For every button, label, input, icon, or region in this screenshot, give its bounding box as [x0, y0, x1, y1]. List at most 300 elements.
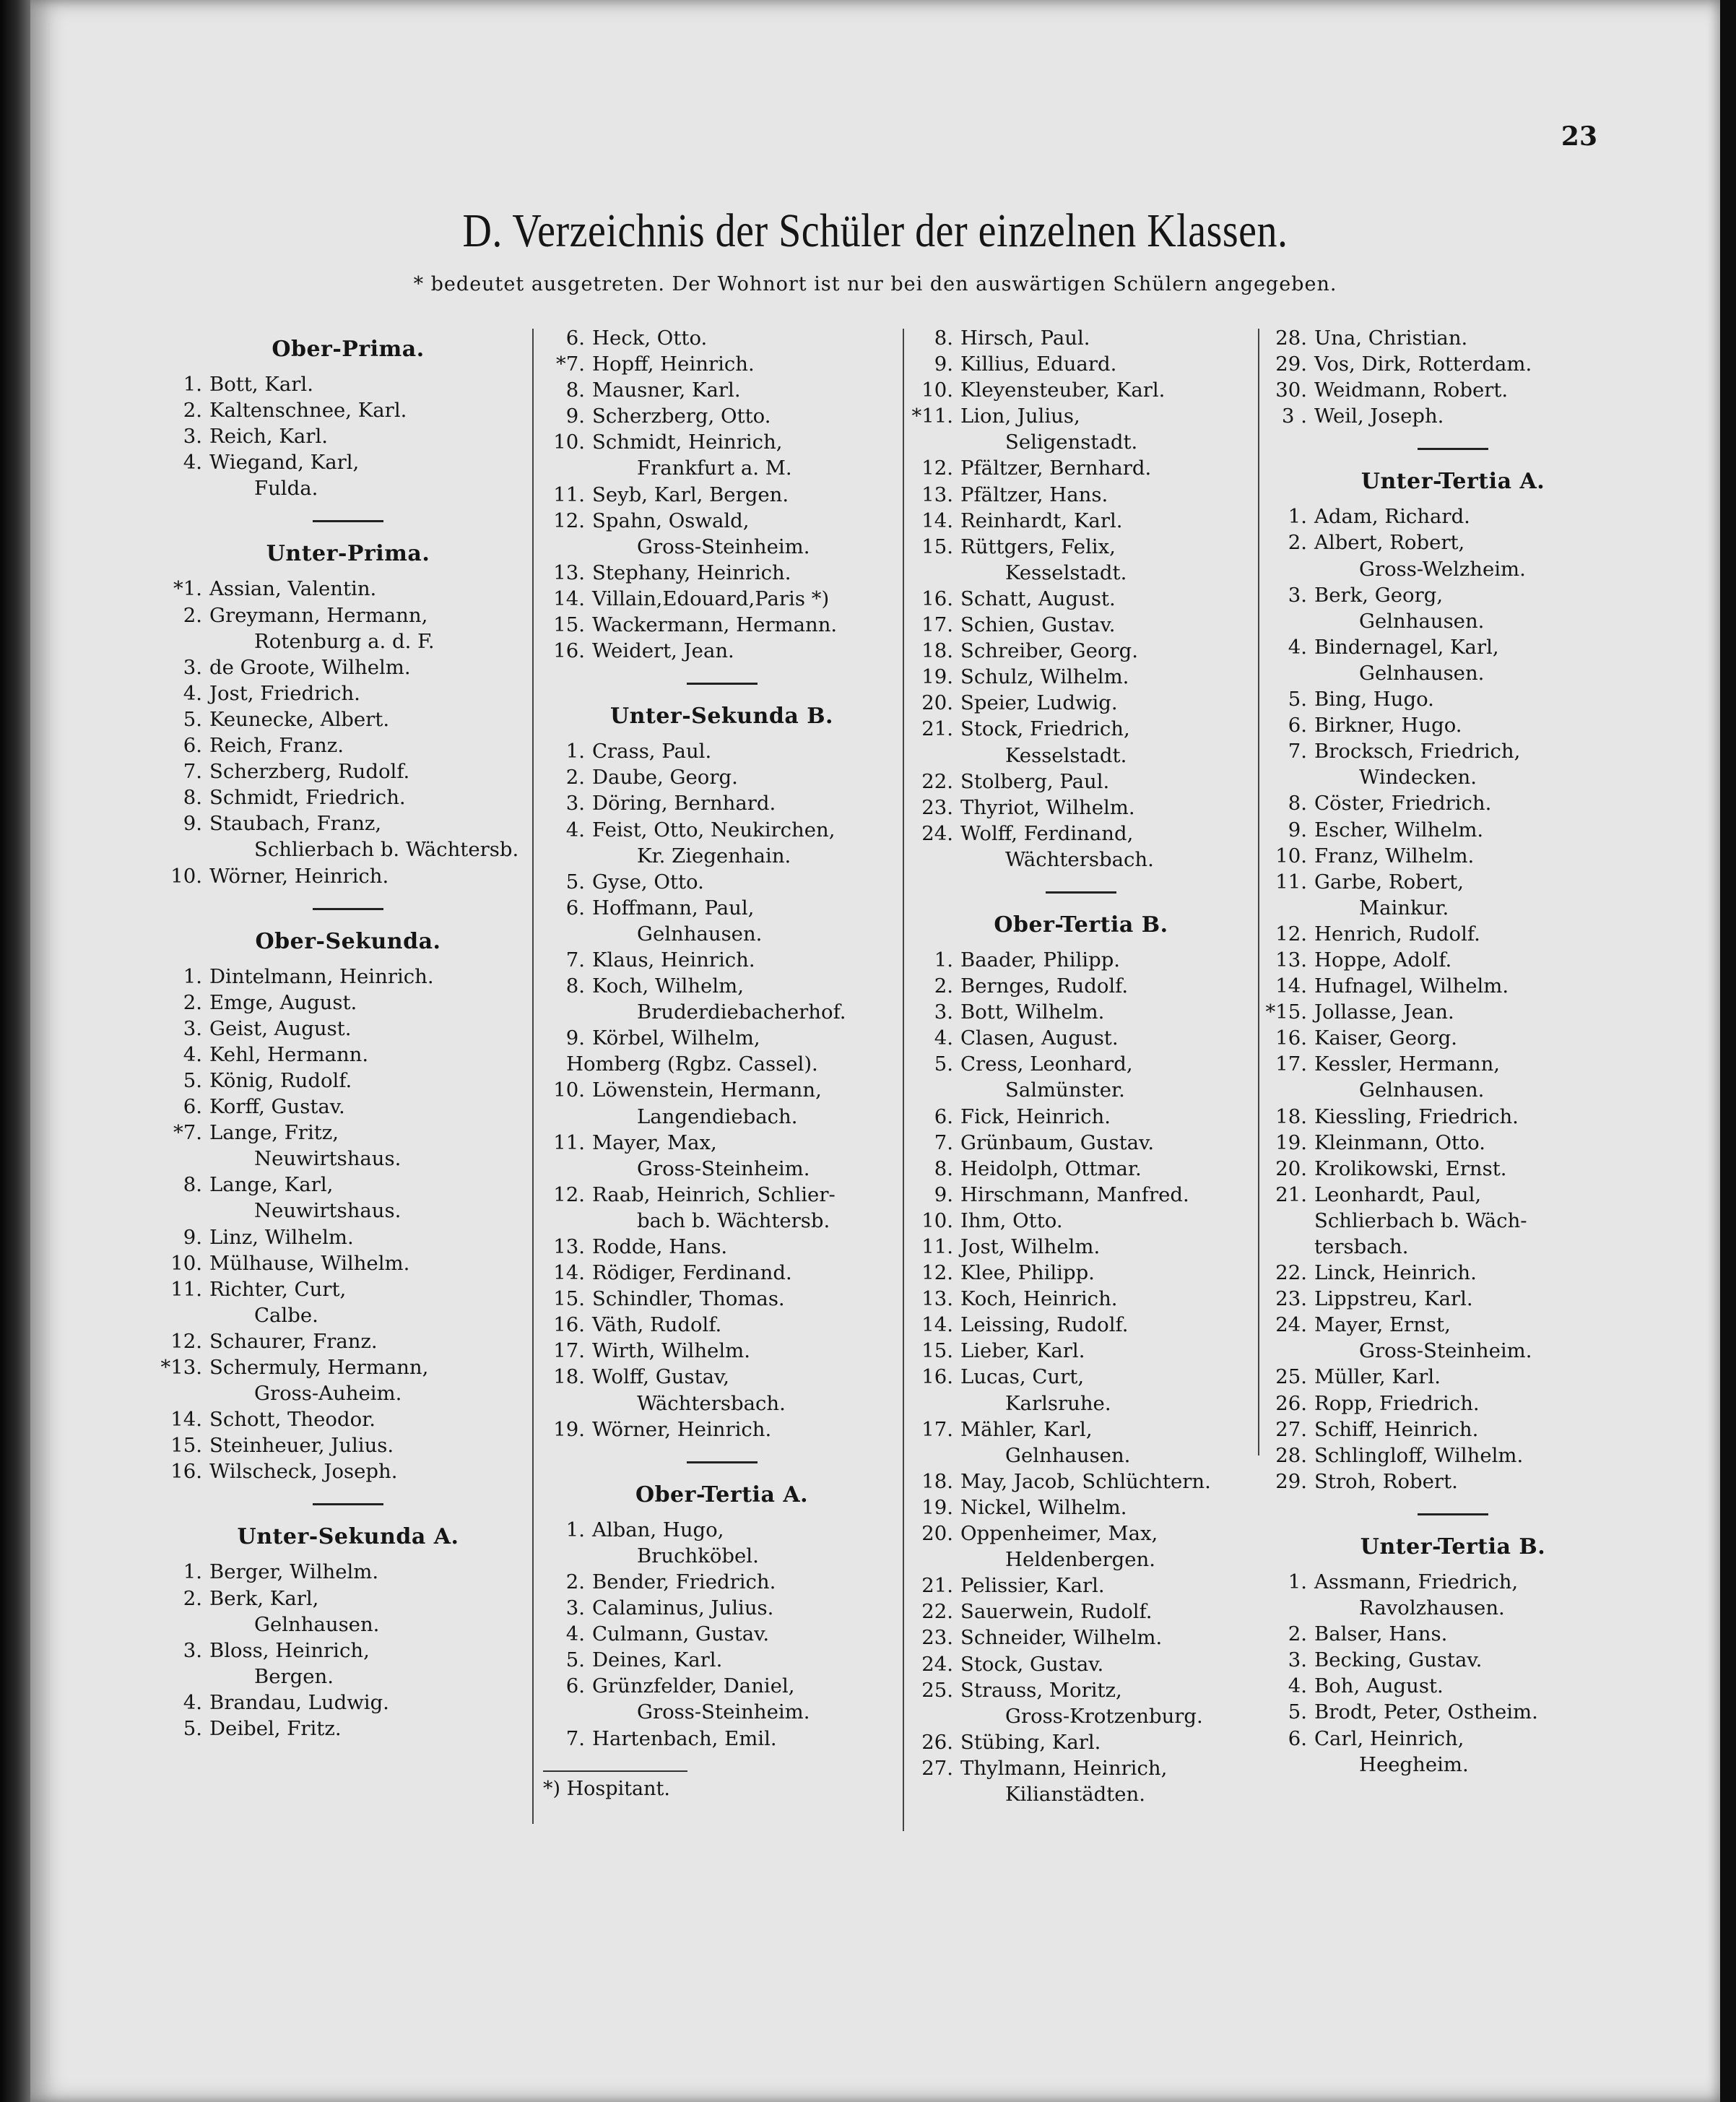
student-entry — [911, 1599, 1251, 1625]
student-name: Hopff, Heinrich. — [592, 353, 755, 376]
student-entry — [543, 1621, 900, 1647]
student-number: 27. — [921, 1756, 953, 1780]
student-entry — [1265, 377, 1641, 403]
student-number: 13. — [921, 1287, 953, 1311]
student-number: 5. — [183, 1068, 202, 1092]
student-entry — [543, 1130, 900, 1156]
student-residence: Frankfurt a. M. — [637, 457, 792, 480]
student-entry — [1265, 325, 1641, 351]
section-separator — [687, 1461, 758, 1463]
student-number: 15. — [553, 1287, 585, 1311]
student-residence: bach b. Wächtersb. — [637, 1208, 830, 1232]
student-name: Mausner, Karl. — [592, 379, 741, 402]
student-number: 2. — [183, 603, 202, 627]
student-entry — [543, 482, 900, 508]
page-number: 23 — [1561, 121, 1597, 152]
student-number: 24. — [921, 1652, 953, 1676]
student-number: 23. — [921, 1626, 953, 1650]
student-name: Cöster, Friedrich. — [1314, 792, 1492, 816]
student-name: Una, Christian. — [1314, 326, 1468, 350]
student-name: Keunecke, Albert. — [209, 707, 390, 731]
student-name: Stock, Friedrich, — [960, 717, 1130, 741]
student-entry — [911, 999, 1251, 1025]
student-number: 16. — [553, 639, 585, 663]
student-entry — [1265, 973, 1641, 999]
student-entry — [160, 1172, 536, 1198]
student-number: 8. — [934, 326, 953, 350]
student-name: Alban, Hugo, — [592, 1518, 724, 1541]
student-name: Bing, Hugo. — [1314, 688, 1434, 712]
student-name: Korff, Gustav. — [209, 1095, 345, 1119]
student-name: Kleyensteuber, Karl. — [960, 379, 1166, 402]
student-name: Linz, Wilhelm. — [209, 1225, 354, 1249]
student-entry — [911, 1156, 1251, 1182]
page-title: D. Verzeichnis der Schüler der einzelnen Klassen. — [462, 204, 1288, 258]
student-name: Reinhardt, Karl. — [960, 509, 1123, 532]
student-number: 5. — [565, 870, 585, 894]
student-name: Krolikowski, Ernst. — [1314, 1156, 1507, 1180]
student-entry — [911, 1469, 1251, 1495]
student-entry — [1265, 351, 1641, 377]
section-separator — [687, 683, 758, 685]
student-name: Wörner, Heinrich. — [592, 1417, 772, 1441]
student-entry — [1265, 582, 1641, 608]
student-entry — [160, 576, 536, 602]
student-name: Sauerwein, Rudolf. — [960, 1600, 1153, 1624]
student-name: Schien, Gustav. — [960, 613, 1116, 637]
student-name: Lucas, Curt, — [960, 1365, 1085, 1389]
document-page — [30, 0, 1720, 2102]
student-number: 6. — [934, 1104, 953, 1128]
student-entry — [543, 508, 900, 534]
student-name: Schindler, Thomas. — [592, 1287, 785, 1311]
student-entry — [160, 1094, 536, 1120]
student-number: 6. — [1288, 1726, 1307, 1750]
student-entry — [543, 1260, 900, 1286]
footnote: *) Hospitant. — [543, 1770, 687, 1802]
student-name: Rödiger, Ferdinand. — [592, 1261, 792, 1285]
student-entry — [911, 973, 1251, 999]
student-number: 3. — [183, 1016, 202, 1040]
student-name: Hartenbach, Emil. — [592, 1726, 777, 1750]
student-entry — [543, 1338, 900, 1364]
student-name: Hoffmann, Paul, — [592, 896, 755, 920]
student-number: 5. — [565, 1648, 585, 1672]
student-name: Klee, Philipp. — [960, 1261, 1095, 1285]
student-number: 4. — [565, 1622, 585, 1646]
student-number: 10. — [1275, 844, 1307, 868]
student-name: Lippstreu, Karl. — [1314, 1287, 1473, 1311]
student-name: Koch, Heinrich. — [960, 1287, 1118, 1311]
student-number: 17. — [553, 1339, 585, 1363]
student-entry — [543, 790, 900, 816]
student-number: 21. — [1275, 1182, 1307, 1206]
student-entry — [543, 1647, 900, 1673]
student-residence: Gelnhausen. — [254, 1612, 380, 1636]
student-residence: Schlierbach b. Wäch- — [1314, 1208, 1527, 1232]
student-entry — [543, 612, 900, 638]
student-number: 2. — [183, 1586, 202, 1610]
student-number: 21. — [921, 717, 953, 741]
student-name: Ropp, Friedrich. — [1314, 1391, 1480, 1415]
class-heading: Unter-Sekunda A. — [237, 1524, 459, 1550]
student-name: Calaminus, Julius. — [592, 1596, 774, 1620]
student-entry — [1265, 503, 1641, 529]
student-name: Döring, Bernhard. — [592, 792, 776, 816]
student-residence: Kesselstadt. — [1005, 561, 1127, 584]
student-number: 2. — [183, 399, 202, 423]
student-number: 9. — [183, 1225, 202, 1249]
student-number: 10. — [921, 1208, 953, 1232]
section-separator — [313, 908, 383, 910]
student-name: Deines, Karl. — [592, 1648, 723, 1672]
student-residence: Kilianstädten. — [1005, 1782, 1145, 1806]
student-entry — [1265, 999, 1641, 1025]
student-name: Mayer, Ernst, — [1314, 1313, 1451, 1337]
student-number: 14. — [921, 509, 953, 532]
student-number: 1. — [1288, 1570, 1307, 1593]
student-residence: Gelnhausen. — [1359, 609, 1485, 633]
student-name: Heck, Otto. — [592, 326, 708, 350]
student-residence: Gross-Auheim. — [254, 1382, 402, 1406]
student-name: Staubach, Franz, — [209, 812, 382, 836]
student-residence: Salmünster. — [1005, 1078, 1125, 1102]
student-entry — [1265, 1130, 1641, 1156]
student-entry — [1265, 1390, 1641, 1417]
student-name: Schaurer, Franz. — [209, 1329, 378, 1353]
student-entry — [911, 482, 1251, 508]
student-name: Schott, Theodor. — [209, 1408, 376, 1432]
student-entry — [911, 1495, 1251, 1521]
section-separator — [1046, 891, 1116, 894]
student-entry — [160, 1432, 536, 1458]
student-number: 19. — [921, 1495, 953, 1519]
student-name: Ihm, Otto. — [960, 1208, 1063, 1232]
student-entry — [911, 821, 1251, 847]
student-name: Gyse, Otto. — [592, 870, 704, 894]
student-name: Birkner, Hugo. — [1314, 714, 1462, 738]
student-name: Weidert, Jean. — [592, 639, 734, 663]
student-name: Lange, Karl, — [209, 1173, 334, 1197]
student-number: 13. — [553, 561, 585, 584]
student-number: 4. — [183, 681, 202, 705]
page-subtitle: * bedeutet ausgetreten. Der Wohnort ist nur bei den auswärtigen Schülern angegeben. — [413, 273, 1337, 295]
student-name: Assian, Valentin. — [209, 577, 377, 601]
student-number: 9. — [565, 1026, 585, 1050]
student-number: 14. — [1275, 974, 1307, 998]
student-name: Spahn, Oswald, — [592, 509, 750, 532]
student-entry — [911, 1338, 1251, 1364]
student-entry — [543, 403, 900, 429]
student-number: 5. — [1288, 1700, 1307, 1724]
student-residence: Gross-Steinheim. — [637, 1156, 810, 1180]
student-name: Pfältzer, Hans. — [960, 483, 1108, 506]
student-number: 3. — [1288, 1648, 1307, 1672]
section-separator — [1418, 448, 1488, 450]
section-separator — [313, 1503, 383, 1505]
student-entry — [911, 1651, 1251, 1677]
student-entry — [160, 1638, 536, 1664]
student-entry — [543, 1077, 900, 1103]
student-entry — [911, 1286, 1251, 1312]
student-entry — [160, 863, 536, 889]
student-residence: Wächtersbach. — [637, 1391, 786, 1415]
student-name: Scherzberg, Rudolf. — [209, 760, 410, 784]
student-entry — [1265, 1364, 1641, 1390]
student-entry — [160, 654, 536, 680]
student-name: Villain,Edouard,Paris *) — [592, 587, 830, 610]
student-name: Cress, Leonhard, — [960, 1052, 1133, 1076]
student-name: Culmann, Gustav. — [592, 1622, 770, 1646]
student-entry — [911, 1182, 1251, 1208]
student-name: Kehl, Hermann. — [209, 1042, 369, 1066]
class-heading: Ober-Tertia A. — [635, 1482, 809, 1508]
student-name: Lieber, Karl. — [960, 1339, 1085, 1363]
student-name: Klaus, Heinrich. — [592, 948, 755, 972]
student-name: Mähler, Karl, — [960, 1417, 1093, 1441]
student-entry — [911, 1208, 1251, 1234]
student-entry — [911, 1025, 1251, 1051]
student-number: 5. — [1288, 688, 1307, 712]
student-number: 17. — [921, 1417, 953, 1441]
student-number: 12. — [553, 1182, 585, 1206]
student-name: Raab, Heinrich, Schlier- — [592, 1182, 836, 1206]
student-residence: Langendiebach. — [637, 1104, 798, 1128]
student-residence: Heegheim. — [1359, 1752, 1469, 1776]
student-entry — [543, 325, 900, 351]
student-number: 22. — [921, 769, 953, 793]
student-entry — [160, 810, 536, 836]
column-divider — [1258, 329, 1259, 1456]
student-entry — [543, 1517, 900, 1543]
student-name: Schiff, Heinrich. — [1314, 1417, 1479, 1441]
student-number: 14. — [921, 1313, 953, 1337]
student-number: 9. — [1288, 818, 1307, 842]
student-entry — [1265, 738, 1641, 764]
student-name: Hirschmann, Manfred. — [960, 1182, 1189, 1206]
student-number: 4. — [934, 1026, 953, 1050]
student-entry — [160, 732, 536, 758]
student-name: Steinheuer, Julius. — [209, 1434, 394, 1458]
student-entry — [1265, 1726, 1641, 1752]
student-number: 8. — [183, 786, 202, 810]
student-entry — [543, 351, 900, 377]
student-name: Geist, August. — [209, 1016, 352, 1040]
student-entry — [911, 795, 1251, 821]
student-entry — [911, 403, 1251, 429]
student-residence: Gelnhausen. — [1359, 1078, 1485, 1102]
student-number: 19. — [921, 665, 953, 689]
student-name: Schlingloff, Wilhelm. — [1314, 1443, 1524, 1467]
student-entry — [543, 869, 900, 895]
student-entry — [1265, 403, 1641, 429]
student-number: 25. — [1275, 1365, 1307, 1389]
student-name: Lange, Fritz, — [209, 1121, 339, 1145]
student-number: 16. — [921, 1365, 953, 1389]
student-number: 10. — [553, 431, 585, 454]
student-residence: Mainkur. — [1359, 896, 1449, 920]
student-residence: Karlsruhe. — [1005, 1391, 1111, 1415]
student-name: Jost, Wilhelm. — [960, 1235, 1101, 1258]
student-name: Scherzberg, Otto. — [592, 405, 771, 428]
student-residence: Calbe. — [254, 1303, 318, 1327]
student-entry — [160, 784, 536, 810]
student-name: Lion, Julius, — [960, 405, 1080, 428]
student-number: 16. — [170, 1460, 202, 1484]
student-number: 10. — [553, 1078, 585, 1102]
student-number: 28. — [1275, 326, 1307, 350]
student-residence: Wächtersbach. — [1005, 847, 1154, 871]
student-entry — [160, 1690, 536, 1716]
student-name: Richter, Curt, — [209, 1277, 347, 1301]
student-name: Wirth, Wilhelm. — [592, 1339, 750, 1363]
student-entry — [911, 508, 1251, 534]
student-entry — [543, 586, 900, 612]
student-entry — [160, 1406, 536, 1432]
student-number: 2. — [565, 766, 585, 790]
student-name: Carl, Heinrich, — [1314, 1726, 1464, 1750]
class-heading: Unter-Tertia B. — [1360, 1534, 1546, 1560]
student-name: Schmidt, Heinrich, — [592, 431, 783, 454]
student-number: 9. — [934, 1182, 953, 1206]
student-entry — [160, 1716, 536, 1742]
student-residence: Bruderdiebacherhof. — [637, 1000, 846, 1024]
student-number: 24. — [1275, 1313, 1307, 1337]
student-entry — [543, 1234, 900, 1260]
student-entry — [160, 680, 536, 706]
student-number: 4. — [1288, 1674, 1307, 1698]
student-number: 18. — [921, 1469, 953, 1493]
student-name: Thylmann, Heinrich, — [960, 1756, 1168, 1780]
student-number: 2. — [934, 974, 953, 998]
class-heading: Ober-Tertia B. — [994, 912, 1168, 938]
student-residence: Heldenbergen. — [1005, 1548, 1155, 1572]
student-entry — [543, 429, 900, 455]
student-entry — [1265, 1104, 1641, 1130]
student-number: 10. — [921, 379, 953, 402]
student-name: Kleinmann, Otto. — [1314, 1130, 1485, 1154]
student-entry — [160, 1559, 536, 1585]
student-number: 12. — [921, 457, 953, 480]
student-entry — [543, 947, 900, 973]
student-name: Grünbaum, Gustav. — [960, 1130, 1155, 1154]
student-number: 11. — [553, 483, 585, 506]
student-name: Jollasse, Jean. — [1314, 1000, 1454, 1024]
student-name: Bott, Wilhelm. — [960, 1000, 1105, 1024]
student-entry — [543, 377, 900, 403]
student-name: Weil, Joseph. — [1314, 405, 1444, 428]
student-number: 20. — [921, 1522, 953, 1546]
student-name: Hirsch, Paul. — [960, 326, 1090, 350]
student-name: Wörner, Heinrich. — [209, 864, 389, 888]
student-number: 3. — [565, 1596, 585, 1620]
student-entry — [911, 1729, 1251, 1755]
student-number: 20. — [1275, 1156, 1307, 1180]
student-number: 3. — [183, 655, 202, 679]
student-name: Fick, Heinrich. — [960, 1104, 1111, 1128]
student-number: 20. — [921, 691, 953, 715]
student-number: 29. — [1275, 353, 1307, 376]
student-entry — [160, 1120, 536, 1146]
student-residence: Gross-Welzheim. — [1359, 557, 1526, 581]
student-number: 7. — [565, 1726, 585, 1750]
student-number: 7. — [934, 1130, 953, 1154]
student-residence: Bergen. — [254, 1664, 334, 1688]
student-entry — [911, 947, 1251, 973]
student-name: Assmann, Friedrich, — [1314, 1570, 1519, 1593]
student-name: Wolff, Gustav, — [592, 1365, 730, 1389]
student-name: Brandau, Ludwig. — [209, 1690, 389, 1714]
student-name: Seyb, Karl, Bergen. — [592, 483, 789, 506]
student-name: Stock, Gustav. — [960, 1652, 1104, 1676]
student-number: 28. — [1275, 1443, 1307, 1467]
student-number: 11. — [921, 1235, 953, 1258]
student-number: *11. — [911, 405, 953, 428]
student-name: Bott, Karl. — [209, 373, 313, 396]
student-number: 14. — [170, 1408, 202, 1432]
student-entry — [1265, 1312, 1641, 1338]
student-number: 9. — [183, 812, 202, 836]
student-entry — [1265, 529, 1641, 555]
student-entry — [1265, 817, 1641, 843]
student-entry — [1265, 1025, 1641, 1051]
student-name: Adam, Richard. — [1314, 505, 1470, 529]
student-entry — [543, 560, 900, 586]
student-entry — [160, 423, 536, 449]
student-entry — [1265, 1286, 1641, 1312]
student-name: Schatt, August. — [960, 587, 1116, 610]
student-number: 2. — [1288, 1622, 1307, 1646]
student-entry — [160, 602, 536, 628]
student-name: Speier, Ludwig. — [960, 691, 1118, 715]
student-name: Henrich, Rudolf. — [1314, 922, 1480, 946]
column-2 — [543, 325, 900, 1835]
student-residence: Fulda. — [254, 477, 318, 501]
student-entry — [911, 1234, 1251, 1260]
student-entry — [911, 1312, 1251, 1338]
student-name: Baader, Philipp. — [960, 948, 1121, 972]
student-entry — [911, 534, 1251, 560]
student-name: Kiessling, Friedrich. — [1314, 1104, 1519, 1128]
student-residence: Schlierbach b. Wächtersb. — [254, 838, 519, 862]
student-number: 11. — [170, 1277, 202, 1301]
student-residence: Windecken. — [1359, 766, 1477, 790]
student-entry — [911, 1364, 1251, 1390]
student-entry — [1265, 1051, 1641, 1077]
student-entry — [543, 764, 900, 790]
student-entry — [160, 706, 536, 732]
student-number: 3. — [183, 1638, 202, 1662]
student-name: Bloss, Heinrich, — [209, 1638, 370, 1662]
student-number: 1. — [1288, 505, 1307, 529]
student-name: Greymann, Hermann, — [209, 603, 428, 627]
student-residence: Homberg (Rgbz. Cassel). — [566, 1052, 818, 1076]
student-entry — [911, 1104, 1251, 1130]
student-name: Berk, Georg, — [1314, 583, 1444, 607]
student-number: 2. — [183, 990, 202, 1014]
student-number: 1. — [183, 373, 202, 396]
student-entry — [911, 1755, 1251, 1781]
student-name: Emge, August. — [209, 990, 357, 1014]
student-name: Schreiber, Georg. — [960, 639, 1138, 663]
student-name: Berger, Wilhelm. — [209, 1560, 379, 1584]
student-number: 6. — [565, 1674, 585, 1698]
student-number: 22. — [1275, 1261, 1307, 1285]
student-name: Brodt, Peter, Ostheim. — [1314, 1700, 1538, 1724]
student-entry — [1265, 869, 1641, 895]
student-name: Kaiser, Georg. — [1314, 1026, 1458, 1050]
student-number: 1. — [565, 1518, 585, 1541]
